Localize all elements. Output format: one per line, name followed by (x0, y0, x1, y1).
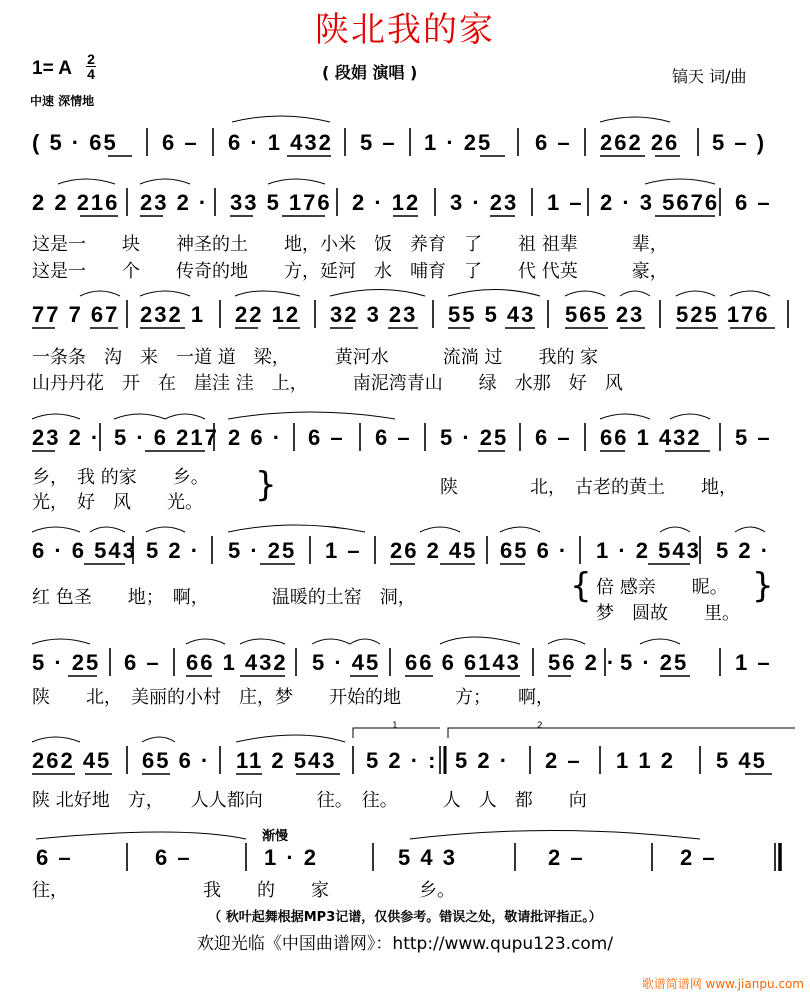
lyrics-verse-1: 这是一 块 神圣的土 地，小米 饭 养育 了 祖 祖辈 辈， (32, 234, 668, 255)
measure: 1 · 2 543 (596, 538, 701, 563)
tempo-change: 渐慢 (262, 829, 289, 844)
measure: 5 · 25 (440, 425, 509, 450)
measure: 5 · 25 (620, 650, 689, 675)
measure: 2 – (545, 748, 582, 773)
page-title: 陕北我的家 (315, 10, 495, 50)
measure: 1 · 25 (424, 130, 493, 155)
website-link[interactable]: 欢迎光临《中国曲谱网》：http://www.qupu123.com/ (196, 934, 614, 954)
lyrics-verse-1: 红 色圣 地； 啊， 温暖的土窑 洞， (32, 587, 416, 608)
brace-right: } (752, 566, 774, 606)
measure: 6 – (535, 130, 572, 155)
lyrics-verse-1: 乡， 我 的家 乡。 (32, 467, 209, 488)
measure: 2 6 · (228, 425, 283, 450)
measure: 5 · 25 (228, 538, 297, 563)
measure: 6 – (375, 425, 412, 450)
measure: 11 2 543 (236, 748, 337, 773)
measure: 55 5 43 (448, 302, 536, 327)
measure: 1 · 2 (264, 845, 319, 870)
measure: 262 45 (32, 748, 112, 773)
time-signature-top: 2 (87, 51, 95, 67)
measure: 22 12 (235, 302, 301, 327)
measure: 26 2 45 (390, 538, 478, 563)
tempo-marking: 中速 深情地 (30, 94, 95, 108)
measure: 5 · 45 (312, 650, 381, 675)
measure: 6 – (735, 190, 772, 215)
lyrics-verse-1: 陕 北， 美丽的小村 庄，梦 开始的地 方； 啊， (32, 687, 554, 708)
measure: 32 3 23 (330, 302, 418, 327)
measure: 33 5 176 (230, 190, 332, 215)
volta-2-label: 2 (537, 721, 543, 731)
measure: 232 1 (140, 302, 206, 327)
lyrics-verse-1: 一条条 沟 来 一道 道 梁， 黄河水 流淌 过 我的 家 (32, 347, 599, 368)
measure: 5 45 (716, 748, 767, 773)
measure: 1 – (547, 190, 584, 215)
measure: 66 6 6143 (405, 650, 521, 675)
bar-lines (100, 128, 788, 871)
measure: 6 – (155, 845, 192, 870)
measure: 66 1 432 (186, 650, 288, 675)
measure: 2 – (548, 845, 585, 870)
lyrics-chorus: 陕 北， 古老的黄土 地， (440, 477, 737, 498)
lyrics-verse-1: 陕 北好地 方， 人人都向 往。 往。 人 人 都 向 (32, 790, 587, 811)
measure: 2 – (680, 845, 717, 870)
measure: 1 – (325, 538, 362, 563)
key-signature: 1= A (32, 58, 72, 79)
time-signature-bottom: 4 (87, 66, 95, 82)
measure: 6 – (308, 425, 345, 450)
measure: 2 · 3 5676 (600, 190, 720, 215)
measure: 77 7 67 (32, 302, 120, 327)
measure: 6 · 6 543 (32, 538, 137, 563)
lyrics-brace-2: 梦 圆故 里。 (596, 603, 740, 624)
lyrics-verse-2: 这是一 个 传奇的地 方，延河 水 哺育 了 代 代英 豪， (32, 261, 668, 282)
lyrics-verse-1: 往， 我 的 家 乡。 (32, 880, 455, 901)
lyrics-brace-1: 倍 感亲 昵。 (596, 577, 728, 598)
volta-1-label: 1 (392, 721, 398, 731)
measure: 6 – (36, 845, 73, 870)
measure: 56 2 · (548, 650, 617, 675)
measure: 5 2 · : (366, 748, 438, 773)
measure: 2 2 216 (32, 190, 120, 215)
measure: ( 5 · 65 (32, 130, 118, 155)
watermark: 歌谱简谱网 www.jianpu.com (641, 977, 804, 991)
credit-label: 镐天 词/曲 (672, 67, 747, 86)
measure: 65 6 · (142, 748, 211, 773)
measure: 5 2 · (455, 748, 510, 773)
measure: 3 · 23 (450, 190, 519, 215)
measure: 6 – (124, 650, 161, 675)
measure: 5 · 6 217 (114, 425, 219, 450)
measure: 1 – (735, 650, 772, 675)
measure: 65 6 · (500, 538, 569, 563)
singer-label: ( 段娟 演唱 ) (322, 63, 418, 82)
measure: 5 – ) (712, 130, 767, 155)
measure: 5 – (735, 425, 772, 450)
measure: 66 1 432 (600, 425, 702, 450)
measure: 23 2 · (140, 190, 209, 215)
measure: 6 – (162, 130, 199, 155)
measure: 23 2 · (32, 425, 101, 450)
measure: 262 26 (600, 130, 680, 155)
measure: 5 4 3 (398, 845, 457, 870)
measure: 6 – (535, 425, 572, 450)
measure: 5 2 · (146, 538, 201, 563)
measure: 2 · 12 (352, 190, 421, 215)
lyrics-verse-2: 光， 好 风 光。 (32, 492, 203, 513)
slurs (32, 116, 770, 839)
measure: 1 1 2 (616, 748, 675, 773)
measure: 6 · 1 432 (228, 130, 333, 155)
lyrics-verse-2: 山丹丹花 开 在 崖洼 洼 上， 南泥湾青山 绿 水那 好 风 (32, 373, 623, 394)
measure: 5 2 · (716, 538, 771, 563)
measure: 525 176 (676, 302, 770, 327)
brace-left: { (570, 566, 592, 606)
underlines (32, 156, 775, 774)
footer-note: （ 秋叶起舞根据MP3记谱，仅供参考。错误之处，敬请批评指正。） (208, 910, 602, 925)
measure: 5 – (360, 130, 397, 155)
measure: 565 23 (565, 302, 645, 327)
measure: 5 · 25 (32, 650, 101, 675)
volta-brackets (353, 728, 795, 738)
brace-right: } (255, 465, 277, 505)
